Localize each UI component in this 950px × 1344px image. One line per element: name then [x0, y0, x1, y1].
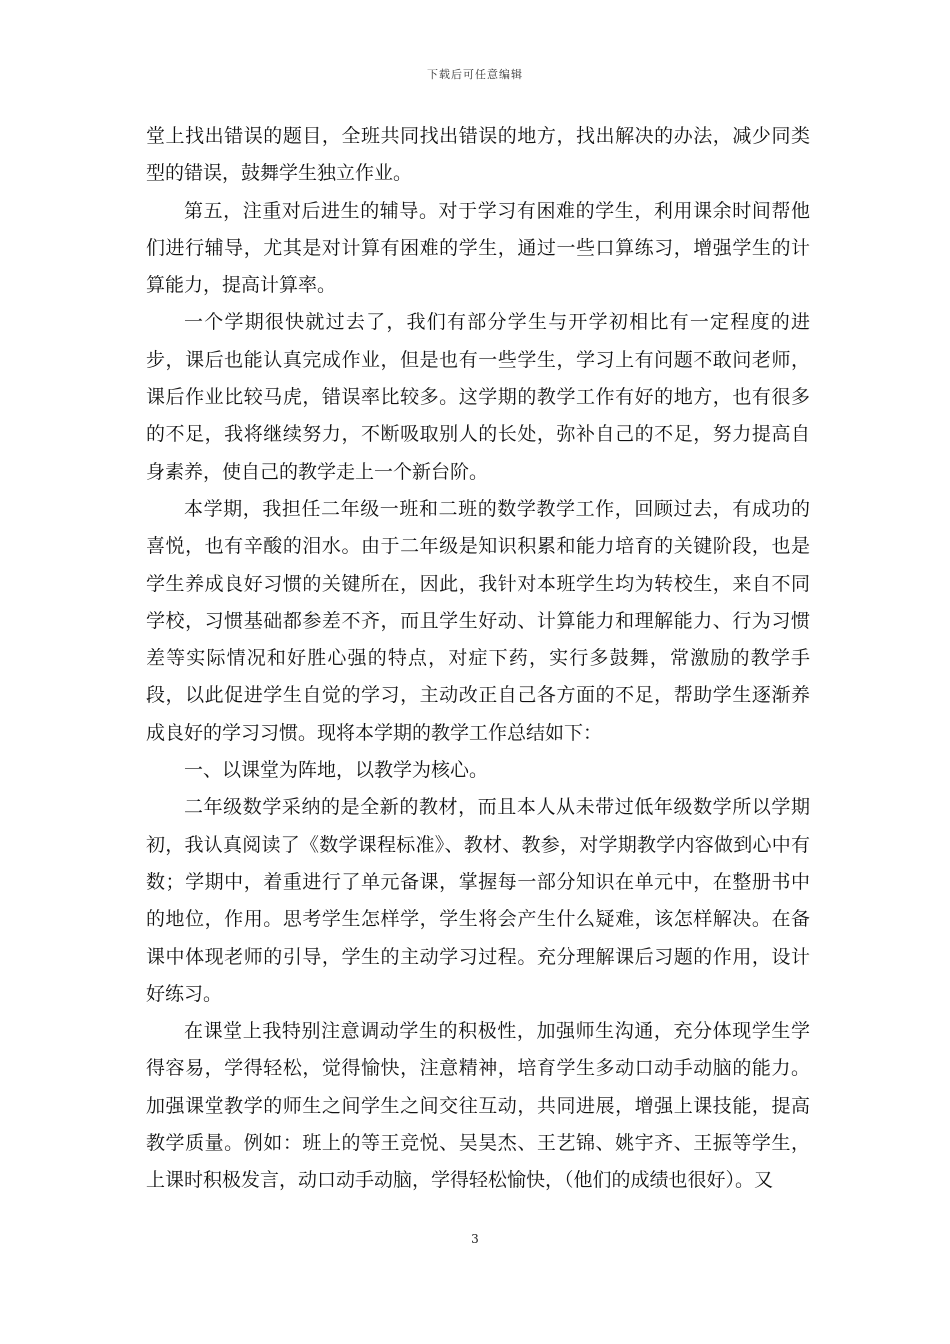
paragraph: 二年级数学采纳的是全新的教材，而且本人从未带过低年级数学所以学期初，我认真阅读了《数学课程标准》、教材、教参，对学期教学内容做到心中有数；学期中，着重进行了单元备课，掌握每一部分知识在单元中，在整册书中的地位，作用。思考学生怎样学，学生将会产生什么疑难，该怎样解决。在备课中体现老师的引导，学生的主动学习过程。充分理解课后习题的作用，设计好练习。: [146, 796, 810, 1005]
paragraph: 第五，注重对后进生的辅导。对于学习有困难的学生，利用课余时间帮他们进行辅导，尤其是对计算有困难的学生，通过一些口算练习，增强学生的计算能力，提高计算率。: [146, 199, 810, 297]
paragraph: 一个学期很快就过去了，我们有部分学生与开学初相比有一定程度的进步，课后也能认真完成作业，但是也有一些学生，学习上有问题不敢问老师，课后作业比较马虎，错误率比较多。这学期的教学工作有好的地方，也有很多的不足，我将继续努力，不断吸取别人的长处，弥补自己的不足，努力提高自身素养，使自己的教学走上一个新台阶。: [146, 311, 810, 483]
page-header: 下载后可任意编辑: [427, 68, 523, 81]
document-body: [146, 118, 810, 1200]
page-number: 3: [471, 1232, 479, 1246]
paragraph: 本学期，我担任二年级一班和二班的数学教学工作，回顾过去，有成功的喜悦，也有辛酸的泪水。由于二年级是知识积累和能力培育的关键阶段，也是学生养成良好习惯的关键所在，因此，我针对本班学生均为转校生，来自不同学校，习惯基础都参差不齐，而且学生好动、计算能力和理解能力、行为习惯差等实际情况和好胜心强的特点，对症下药，实行多鼓舞，常激励的教学手段，以此促进学生自觉的学习，主动改正自己各方面的不足，帮助学生逐渐养成良好的学习习惯。现将本学期的教学工作总结如下：: [146, 497, 810, 744]
paragraph: 堂上找出错误的题目，全班共同找出错误的地方，找出解决的办法，减少同类型的错误，鼓舞学生独立作业。: [146, 125, 810, 185]
paragraph: 在课堂上我特别注意调动学生的积极性，加强师生沟通，充分体现学生学得容易，学得轻松，觉得愉快，注意精神，培育学生多动口动手动脑的能力。加强课堂教学的师生之间学生之间交往互动，共同进展，增强上课技能，提高教学质量。例如：班上的等王竞悦、吴昊杰、王艺锦、姚宇齐、王振等学生，上课时积极发言，动口动手动脑，学得轻松愉快，（他们的成绩也很好）。又: [146, 1020, 810, 1192]
section-heading: 一、以课堂为阵地，以教学为核心。: [184, 759, 489, 782]
